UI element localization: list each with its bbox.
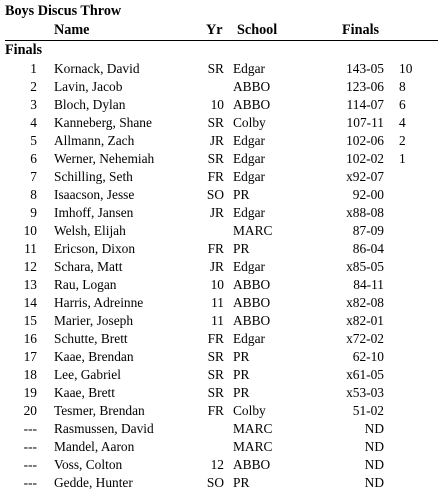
mark-cell: 102-06 xyxy=(346,133,384,148)
athlete-name: Voss, Colton xyxy=(54,457,123,472)
mark-cell: 51-02 xyxy=(352,403,384,418)
athlete-name: Imhoff, Jansen xyxy=(54,205,134,220)
school-cell: MARC xyxy=(233,421,273,436)
place-cell: 5 xyxy=(30,133,37,148)
athlete-name: Ericson, Dixon xyxy=(54,241,136,256)
place-cell: 10 xyxy=(23,223,37,238)
school-cell: ABBO xyxy=(233,295,271,310)
table-row xyxy=(0,96,443,114)
year-cell: SR xyxy=(207,115,224,130)
table-row xyxy=(0,258,443,276)
year-cell: SR xyxy=(207,61,224,76)
place-cell: 8 xyxy=(30,187,37,202)
place-cell: 2 xyxy=(30,79,37,94)
year-cell: FR xyxy=(207,169,224,184)
table-row xyxy=(0,78,443,96)
place-cell: 16 xyxy=(23,331,37,346)
year-column-header: Yr xyxy=(206,22,223,38)
athlete-name: Kornack, David xyxy=(54,61,140,76)
year-cell: FR xyxy=(207,241,224,256)
place-cell: 4 xyxy=(30,115,37,130)
year-cell: JR xyxy=(209,259,224,274)
table-row xyxy=(0,330,443,348)
place-cell: 19 xyxy=(23,385,37,400)
table-row xyxy=(0,114,443,132)
athlete-name: Kaae, Brett xyxy=(54,385,115,400)
mark-cell: x92-07 xyxy=(346,169,384,184)
school-cell: Edgar xyxy=(233,151,265,166)
mark-cell: x82-01 xyxy=(346,313,384,328)
place-cell: 20 xyxy=(23,403,37,418)
year-cell: 10 xyxy=(210,97,224,112)
year-cell: SR xyxy=(207,349,224,364)
school-cell: PR xyxy=(233,349,250,364)
mark-cell: 62-10 xyxy=(352,349,384,364)
mark-cell: 92-00 xyxy=(352,187,384,202)
table-row xyxy=(0,312,443,330)
athlete-name: Lee, Gabriel xyxy=(54,367,121,382)
mark-cell: 107-11 xyxy=(346,115,384,130)
table-row xyxy=(0,348,443,366)
school-cell: ABBO xyxy=(233,457,271,472)
place-cell: --- xyxy=(23,421,37,436)
year-cell: 11 xyxy=(211,313,224,328)
mark-cell: x53-03 xyxy=(346,385,384,400)
place-cell: 6 xyxy=(30,151,37,166)
athlete-name: Schara, Matt xyxy=(54,259,123,274)
table-row xyxy=(0,240,443,258)
table-row xyxy=(0,168,443,186)
table-row xyxy=(0,474,443,492)
table-row xyxy=(0,456,443,474)
points-cell: 4 xyxy=(399,115,406,130)
school-column-header: School xyxy=(237,22,278,38)
mark-cell: 86-04 xyxy=(352,241,384,256)
points-cell: 10 xyxy=(399,61,413,76)
school-cell: Colby xyxy=(233,115,266,130)
school-cell: MARC xyxy=(233,439,273,454)
place-cell: --- xyxy=(23,439,37,454)
table-row xyxy=(0,438,443,456)
section-heading: Finals xyxy=(5,42,43,58)
points-cell: 6 xyxy=(399,97,406,112)
mark-cell: 84-11 xyxy=(353,277,384,292)
school-cell: Edgar xyxy=(233,205,265,220)
year-cell: SR xyxy=(207,385,224,400)
mark-cell: x85-05 xyxy=(346,259,384,274)
school-cell: PR xyxy=(233,475,250,490)
school-cell: Edgar xyxy=(233,61,265,76)
table-row xyxy=(0,150,443,168)
table-row xyxy=(0,420,443,438)
place-cell: --- xyxy=(23,475,37,490)
mark-cell: 87-09 xyxy=(352,223,384,238)
school-cell: PR xyxy=(233,385,250,400)
year-cell: JR xyxy=(209,205,224,220)
year-cell: JR xyxy=(209,133,224,148)
place-cell: 7 xyxy=(30,169,37,184)
place-cell: 3 xyxy=(30,97,37,112)
year-cell: 11 xyxy=(211,295,224,310)
athlete-name: Schutte, Brett xyxy=(54,331,128,346)
year-cell: 12 xyxy=(210,457,224,472)
event-title: Boys Discus Throw xyxy=(5,3,122,19)
athlete-name: Kanneberg, Shane xyxy=(54,115,152,130)
mark-cell: ND xyxy=(364,439,384,454)
place-cell: 14 xyxy=(23,295,37,310)
school-cell: MARC xyxy=(233,223,273,238)
athlete-name: Rasmussen, David xyxy=(54,421,154,436)
table-row xyxy=(0,276,443,294)
year-cell: SO xyxy=(206,187,224,202)
year-cell: SO xyxy=(206,475,224,490)
school-cell: ABBO xyxy=(233,97,271,112)
year-cell: SR xyxy=(207,151,224,166)
athlete-name: Bloch, Dylan xyxy=(54,97,126,112)
header-divider xyxy=(5,40,438,41)
athlete-name: Rau, Logan xyxy=(54,277,117,292)
mark-cell: 123-06 xyxy=(346,79,384,94)
table-row xyxy=(0,402,443,420)
table-row xyxy=(0,204,443,222)
table-row xyxy=(0,366,443,384)
athlete-name: Marier, Joseph xyxy=(54,313,134,328)
athlete-name: Welsh, Elijah xyxy=(54,223,126,238)
athlete-name: Harris, Adreinne xyxy=(54,295,144,310)
athlete-name: Lavin, Jacob xyxy=(54,79,123,94)
name-column-header: Name xyxy=(54,22,90,38)
year-cell: 10 xyxy=(210,277,224,292)
finals-column-header: Finals xyxy=(342,22,380,38)
mark-cell: ND xyxy=(364,475,384,490)
athlete-name: Schilling, Seth xyxy=(54,169,133,184)
place-cell: 15 xyxy=(23,313,37,328)
school-cell: Edgar xyxy=(233,133,265,148)
athlete-name: Werner, Nehemiah xyxy=(54,151,155,166)
mark-cell: ND xyxy=(364,457,384,472)
school-cell: PR xyxy=(233,367,250,382)
athlete-name: Tesmer, Brendan xyxy=(54,403,145,418)
year-cell: SR xyxy=(207,367,224,382)
mark-cell: 143-05 xyxy=(346,61,384,76)
place-cell: 9 xyxy=(30,205,37,220)
table-row xyxy=(0,60,443,78)
school-cell: Edgar xyxy=(233,259,265,274)
mark-cell: x61-05 xyxy=(346,367,384,382)
mark-cell: x88-08 xyxy=(346,205,384,220)
school-cell: ABBO xyxy=(233,79,271,94)
table-row xyxy=(0,222,443,240)
place-cell: 18 xyxy=(23,367,37,382)
athlete-name: Isaacson, Jesse xyxy=(54,187,135,202)
school-cell: ABBO xyxy=(233,277,271,292)
athlete-name: Mandel, Aaron xyxy=(54,439,135,454)
year-cell: FR xyxy=(207,331,224,346)
table-row xyxy=(0,186,443,204)
school-cell: PR xyxy=(233,187,250,202)
school-cell: PR xyxy=(233,241,250,256)
school-cell: Edgar xyxy=(233,331,265,346)
points-cell: 1 xyxy=(399,151,406,166)
place-cell: 11 xyxy=(24,241,37,256)
mark-cell: 114-07 xyxy=(346,97,384,112)
athlete-name: Allmann, Zach xyxy=(54,133,135,148)
place-cell: 13 xyxy=(23,277,37,292)
mark-cell: ND xyxy=(364,421,384,436)
athlete-name: Gedde, Hunter xyxy=(54,475,133,490)
mark-cell: x82-08 xyxy=(346,295,384,310)
place-cell: 17 xyxy=(23,349,37,364)
place-cell: --- xyxy=(23,457,37,472)
points-cell: 8 xyxy=(399,79,406,94)
athlete-name: Kaae, Brendan xyxy=(54,349,134,364)
points-cell: 2 xyxy=(399,133,406,148)
school-cell: ABBO xyxy=(233,313,271,328)
school-cell: Edgar xyxy=(233,169,265,184)
place-cell: 12 xyxy=(23,259,37,274)
table-row xyxy=(0,132,443,150)
table-row xyxy=(0,384,443,402)
mark-cell: x72-02 xyxy=(346,331,384,346)
school-cell: Colby xyxy=(233,403,266,418)
table-row xyxy=(0,294,443,312)
place-cell: 1 xyxy=(30,61,37,76)
mark-cell: 102-02 xyxy=(346,151,384,166)
year-cell: FR xyxy=(207,403,224,418)
